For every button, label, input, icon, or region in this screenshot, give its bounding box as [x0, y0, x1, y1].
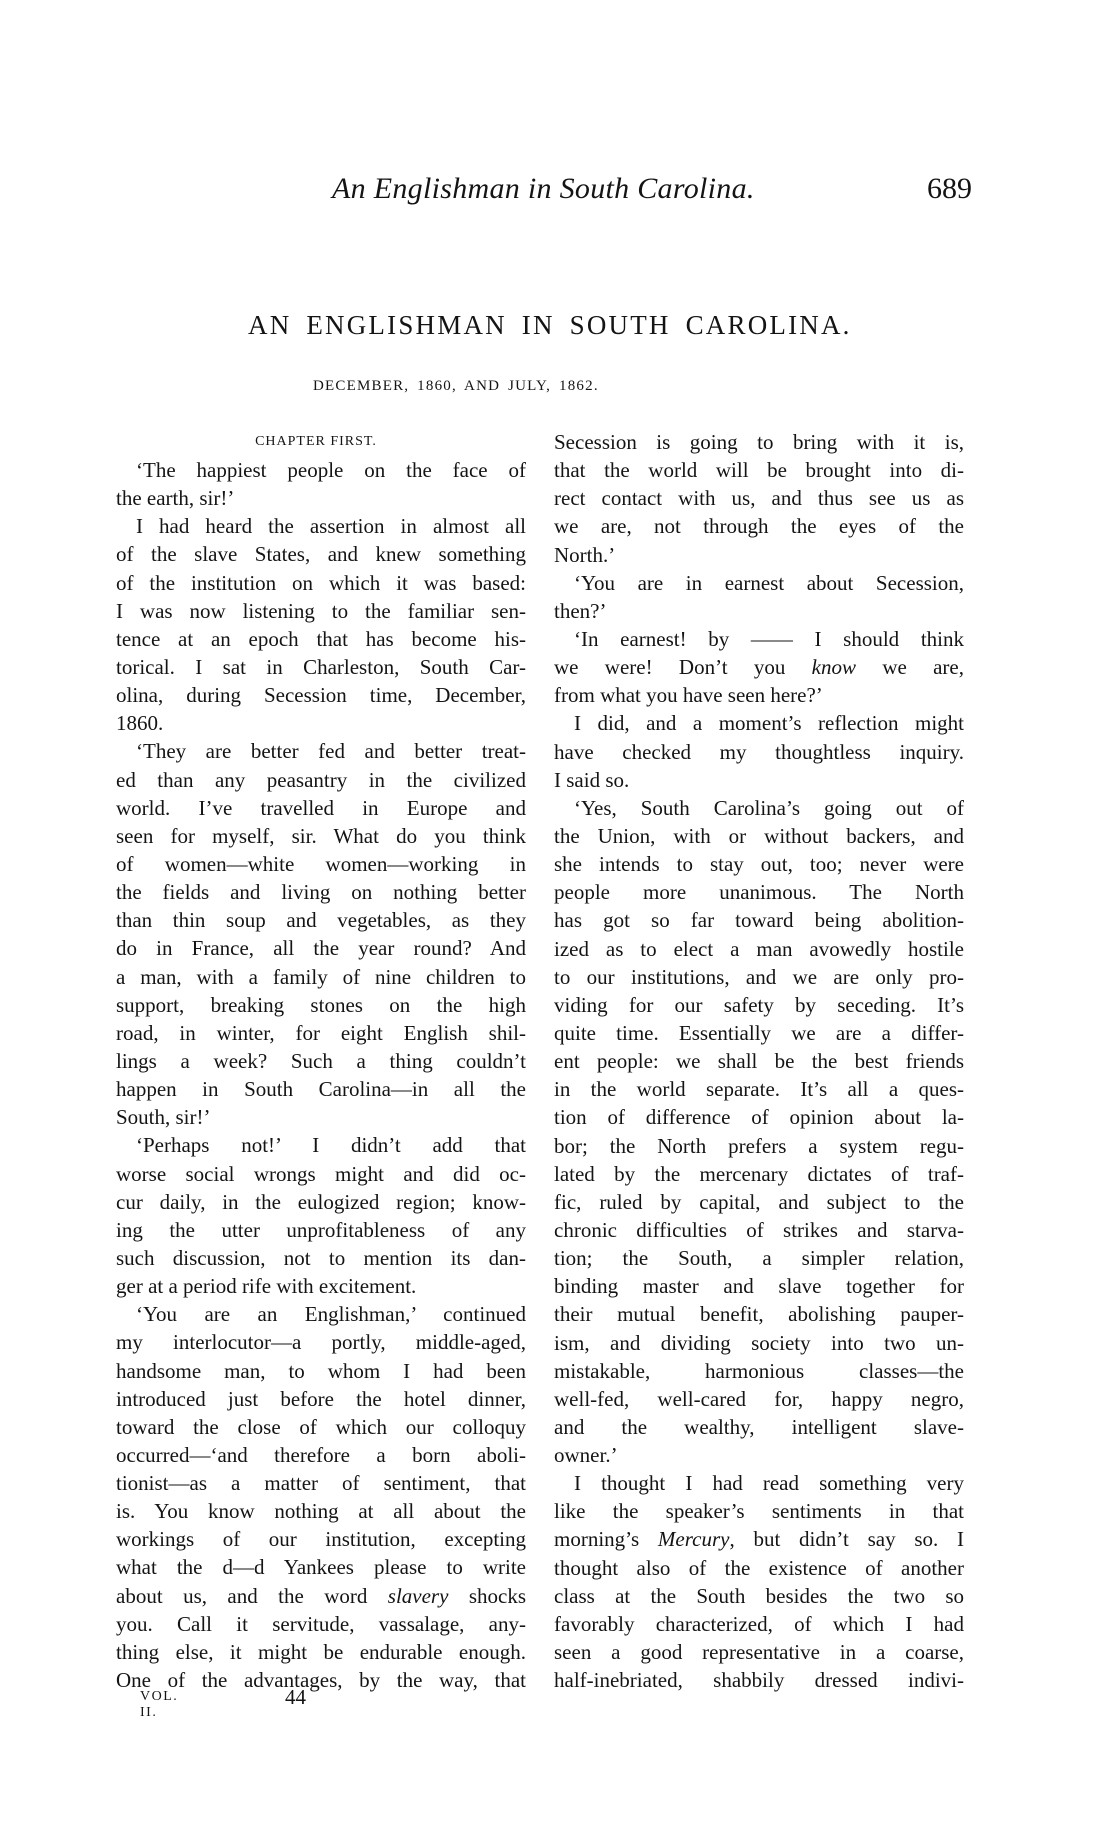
text-line: thing else, it might be endurable enough. — [116, 1639, 526, 1664]
text-line: thought also of the existence of another — [554, 1555, 964, 1580]
running-title: An Englishman in South Carolina. — [332, 172, 755, 205]
text-line: occurred—‘and therefore a born aboli- — [116, 1442, 526, 1467]
text-line: what the d—d Yankees please to write — [116, 1555, 526, 1580]
text-line: I was now listening to the familiar sen- — [116, 598, 526, 623]
text-line: the earth, sir!’ — [116, 486, 235, 511]
text-fragment: morning’s — [554, 1527, 658, 1552]
text-line: then?’ — [554, 598, 607, 623]
text-line: is. You know nothing at all about the — [116, 1499, 526, 1524]
text-line: fic, ruled by capital, and subject to the — [554, 1189, 964, 1214]
text-line: mistakable, harmonious classes—the — [554, 1358, 964, 1383]
text-line: people more unanimous. The North — [554, 880, 964, 905]
text-line: rect contact with us, and thus see us as — [554, 486, 964, 511]
text-line: introduced just before the hotel dinner, — [116, 1386, 526, 1411]
text-line: road, in winter, for eight English shil- — [116, 1020, 526, 1045]
text-line: tion; the South, a simpler relation, — [554, 1246, 964, 1271]
text-line: quite time. Essentially we are a differ- — [554, 1020, 964, 1045]
text-line: from what you have seen here?’ — [554, 683, 823, 708]
text-line: such discussion, not to mention its dan- — [116, 1245, 526, 1270]
volume-label: VOL. II. — [140, 1689, 179, 1720]
text-line: tence at an epoch that has become his- — [116, 626, 526, 651]
text-line: my interlocutor—a portly, middle-aged, — [116, 1330, 526, 1355]
text-line: a man, with a family of nine children to — [116, 964, 526, 989]
text-line: I had heard the assertion in almost all — [136, 514, 526, 539]
text-line: viding for our safety by seceding. It’s — [554, 992, 964, 1017]
text-line: binding master and slave together for — [554, 1274, 964, 1299]
text-line: happen in South Carolina—in all the — [116, 1077, 526, 1102]
text-line: chronic difficulties of strikes and starva- — [554, 1217, 964, 1242]
right-column — [554, 428, 964, 1694]
text-line: the fields and living on nothing better — [116, 880, 526, 905]
text-line: ‘Yes, South Carolina’s going out of — [574, 795, 964, 820]
text-line: to our institutions, and we are only pro- — [554, 964, 964, 989]
text-line: ger at a period rife with excitement. — [116, 1274, 417, 1299]
signature-mark: 44 — [285, 1685, 306, 1709]
text-line: have checked my thoughtless inquiry. — [554, 739, 964, 764]
text-fragment: shocks — [468, 1583, 527, 1608]
text-line: half-inebriated, shabbily dressed indivi- — [554, 1668, 964, 1693]
text-line: support, breaking stones on the high — [116, 992, 526, 1017]
text-line: handsome man, to whom I had been — [116, 1358, 526, 1383]
text-line: worse social wrongs might and did oc- — [116, 1161, 526, 1186]
text-line-with-italic — [554, 653, 964, 681]
text-fragment: we were! Don’t you — [554, 655, 812, 680]
text-line: ent people: we shall be the best friends — [554, 1049, 964, 1074]
text-line: of women—white women—working in — [116, 851, 526, 876]
text-line: ism, and dividing society into two un- — [554, 1330, 964, 1355]
text-line: ‘In earnest! by —— I should think — [574, 626, 964, 651]
text-line: I thought I had read something very — [574, 1471, 964, 1496]
text-line: Secession is going to bring with it is, — [554, 430, 964, 454]
text-line: 1860. — [116, 711, 164, 736]
text-line: of the institution on which it was based: — [116, 570, 526, 595]
text-line: of the slave States, and knew something — [116, 542, 526, 567]
text-line: world. I’ve travelled in Europe and — [116, 795, 526, 820]
text-line: we are, not through the eyes of the — [554, 514, 964, 539]
text-line: seen a good representative in a coarse, — [554, 1640, 964, 1665]
text-line: olina, during Secession time, December, — [116, 683, 526, 708]
text-line: well-fed, well-cared for, happy negro, — [554, 1386, 964, 1411]
text-line: ‘You are in earnest about Secession, — [574, 570, 964, 595]
text-line: South, sir!’ — [116, 1105, 211, 1130]
text-line: cur daily, in the eulogized region; know- — [116, 1189, 526, 1214]
text-line: you. Call it servitude, vassalage, any- — [116, 1611, 526, 1636]
text-line-with-italic — [116, 1582, 526, 1610]
text-fragment: about us, and the word — [116, 1583, 388, 1608]
text-line: seen for myself, sir. What do you think — [116, 823, 526, 848]
running-head — [332, 172, 972, 212]
text-line: toward the close of which our colloquy — [116, 1414, 526, 1439]
text-line: ing the utter unprofitableness of any — [116, 1217, 526, 1242]
text-line: I said so. — [554, 767, 630, 792]
text-line: North.’ — [554, 542, 616, 567]
left-column — [116, 428, 526, 1694]
text-line: I did, and a moment’s reflection might — [574, 711, 964, 736]
text-line: the Union, with or without backers, and — [554, 823, 964, 848]
text-line: tionist—as a matter of sentiment, that — [116, 1471, 526, 1496]
italic-word: know — [811, 655, 856, 680]
text-line: their mutual benefit, abolishing pauper- — [554, 1302, 964, 1327]
text-line: has got so far toward being abolition- — [554, 908, 964, 933]
text-line: lated by the mercenary dictates of traf- — [554, 1161, 964, 1186]
text-line: in the world separate. It’s all a ques- — [554, 1077, 964, 1102]
text-line-with-italic — [554, 1525, 964, 1553]
italic-word: slavery — [387, 1583, 449, 1608]
text-line: ‘You are an Englishman,’ continued — [136, 1302, 526, 1327]
text-line: that the world will be brought into di- — [554, 458, 964, 483]
text-line: ‘The happiest people on the face of — [136, 458, 526, 482]
article-title: AN ENGLISHMAN IN SOUTH CAROLINA. — [248, 310, 852, 340]
text-line: than thin soup and vegetables, as they — [116, 908, 526, 933]
chapter-heading: CHAPTER FIRST. — [255, 434, 377, 449]
text-line: One of the advantages, by the way, that — [116, 1668, 526, 1693]
text-line: ized as to elect a man avowedly hostile — [554, 936, 964, 961]
text-line: do in France, all the year round? And — [116, 936, 526, 961]
text-line: and the wealthy, intelligent slave- — [554, 1414, 964, 1439]
text-line: tion of difference of opinion about la- — [554, 1105, 964, 1130]
text-line: workings of our institution, excepting — [116, 1527, 526, 1552]
text-line: ed than any peasantry in the civilized — [116, 767, 526, 792]
text-line: ‘Perhaps not!’ I didn’t add that — [136, 1133, 526, 1158]
text-line: favorably characterized, of which I had — [554, 1611, 964, 1636]
text-line: she intends to stay out, too; never were — [554, 852, 964, 877]
page-number: 689 — [927, 172, 972, 205]
text-line: ‘They are better fed and better treat- — [136, 739, 526, 764]
text-line: bor; the North prefers a system regu- — [554, 1133, 964, 1158]
text-line: like the speaker’s sentiments in that — [554, 1499, 964, 1524]
text-line: lings a week? Such a thing couldn’t — [116, 1048, 526, 1073]
text-line: owner.’ — [554, 1443, 618, 1468]
article-dateline: DECEMBER, 1860, AND JULY, 1862. — [313, 378, 599, 394]
text-line: class at the South besides the two so — [554, 1583, 964, 1608]
text-fragment: , but didn’t say so. I — [729, 1527, 964, 1552]
text-line: torical. I sat in Charleston, South Car- — [116, 654, 526, 679]
italic-word: Mercury — [657, 1527, 730, 1552]
text-fragment: we are, — [882, 655, 964, 680]
